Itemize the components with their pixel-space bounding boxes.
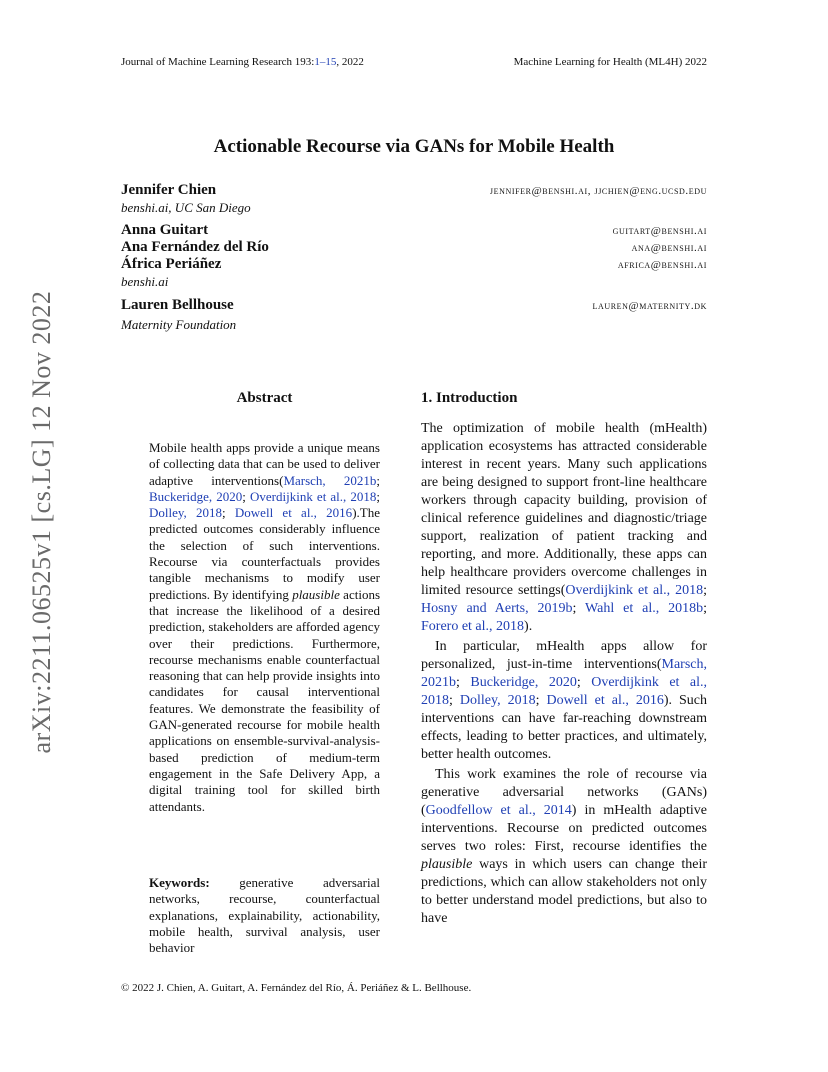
keywords-label: Keywords: (149, 875, 210, 890)
author-email: africa@benshi.ai (617, 259, 707, 271)
author-affiliation: Maternity Foundation (121, 317, 237, 332)
author-name: África Periáñez (121, 256, 222, 272)
citation-link[interactable]: Marsch, 2021b (421, 657, 707, 690)
citation-link[interactable]: Forero et al., 2018 (421, 619, 525, 634)
citation-link[interactable]: Overdijkink et al., 2018 (250, 488, 377, 504)
author-email: guitart@benshi.ai (612, 225, 707, 237)
introduction-body (421, 420, 707, 928)
citation-link[interactable]: Overdijkink et al., 2018 (565, 583, 704, 598)
intro-paragraph-2: In particular, mHealth apps allow for personalized, just-in-time interventions(Marsch, 2021b; Buckeridge, 2020; Overdijkink et al., 2018; Dolley, 2018; Dowell et al., 2016). Such interventions can have far-reaching downstream effects, leading to better practices, and ultimately, better health outcomes. (421, 639, 708, 762)
citation-link[interactable]: Wahl et al., 2018b (585, 601, 704, 616)
paper-title: Actionable Recourse via GANs for Mobile Health (213, 136, 615, 157)
intro-paragraph-3: This work examines the role of recourse via generative adversarial networks (GANs) (Goodfellow et al., 2014) in mHealth adaptive interventions. Recourse on predicted outcomes serves two roles: First, recourse identifies the plausible ways in which users can change their predictions, which can allow stakeholders not only to better understand model predictions, but also to have (421, 767, 707, 926)
author-name: Lauren Bellhouse (121, 297, 234, 313)
running-head (121, 56, 707, 68)
citation-link[interactable]: Marsch, 2021b (283, 472, 377, 488)
citation-link[interactable]: Dolley, 2018 (459, 693, 536, 708)
citation-link[interactable]: Overdijkink et al., 2018 (421, 675, 708, 708)
journal-citation: Journal of Machine Learning Research 193:1–15, 2022 (121, 56, 364, 68)
page-range-link[interactable]: 1–15 (314, 56, 337, 68)
citation-link[interactable]: Goodfellow et al., 2014 (425, 803, 572, 818)
arxiv-stamp: arXiv:2211.06525v1 [cs.LG] 12 Nov 2022 (27, 290, 56, 754)
citation-link[interactable]: Dowell et al., 2016 (546, 693, 664, 708)
section-heading-introduction: 1. Introduction (421, 390, 518, 406)
keywords (149, 875, 380, 956)
author-email: lauren@maternity.dk (592, 300, 707, 312)
author-affiliation: benshi.ai, UC San Diego (121, 200, 251, 215)
emphasis: plausible (292, 586, 340, 602)
author-name: Ana Fernández del Río (121, 239, 269, 255)
abstract-body: Mobile health apps provide a unique means of collecting data that can be used to deliver adaptive interventions(Marsch, 2021b; Buckeridge, 2020; Overdijkink et al., 2018; Dolley, 2018; Dowell et al., 2016).The predicted outcomes considerably influence the selection of such interventions. Recourse via counterfactuals provides tangible mechanisms to modify user predictions. By identifying plausible actions that increase the likelihood of a desired prediction, stakeholders are afforded agency over their predictions. Furthermore, recourse mechanisms enable counterfactual reasoning that can help provide insights into candidates for causal interventional features. We demonstrate the feasibility of GAN-generated recourse for mobile health applications on ensemble-survival-analysis-based prediction of medium-term engagement in the Safe Delivery App, a digital training tool for skilled birth attendants. (149, 440, 381, 814)
abstract-heading: Abstract (236, 390, 293, 406)
author-block-bellhouse (121, 297, 707, 333)
venue: Machine Learning for Health (ML4H) 2022 (513, 56, 707, 68)
author-name: Jennifer Chien (121, 182, 217, 198)
author-email: ana@benshi.ai (631, 242, 707, 254)
citation-link[interactable]: Dolley, 2018 (149, 505, 223, 521)
keywords-list: generative adversarial networks, recourse, counterfactual explanations, explainability, actionability, mobile health, survival analysis, user behavior (149, 875, 380, 956)
citation-link[interactable]: Dowell et al., 2016 (234, 505, 353, 521)
author-email: jennifer@benshi.ai, jjchien@eng.ucsd.edu (489, 185, 707, 197)
author-block-benshi (121, 222, 707, 290)
citation-link[interactable]: Hosny and Aerts, 2019b (421, 601, 573, 616)
author-block-chien (121, 182, 707, 216)
author-name: Anna Guitart (121, 222, 209, 238)
copyright-footer: © 2022 J. Chien, A. Guitart, A. Fernández del Río, Á. Periáñez & L. Bellhouse. (121, 982, 472, 994)
author-affiliation: benshi.ai (121, 274, 169, 289)
citation-link[interactable]: Buckeridge, 2020 (149, 488, 243, 504)
intro-paragraph-1: The optimization of mobile health (mHealth) application ecosystems has attracted considerable interest in recent years. Many such applications are being designed to support front-line healthcare workers through capacity building, provision of clinical reference guidelines and diagnostic/triage support, realization of patient tracking and reporting, and more. Additionally, these apps can help healthcare providers overcome challenges in limited resource settings(Overdijkink et al., 2018; Hosny and Aerts, 2019b; Wahl et al., 2018b; Forero et al., 2018). (421, 421, 707, 634)
citation-link[interactable]: Buckeridge, 2020 (470, 675, 577, 690)
emphasis: plausible (421, 857, 473, 872)
